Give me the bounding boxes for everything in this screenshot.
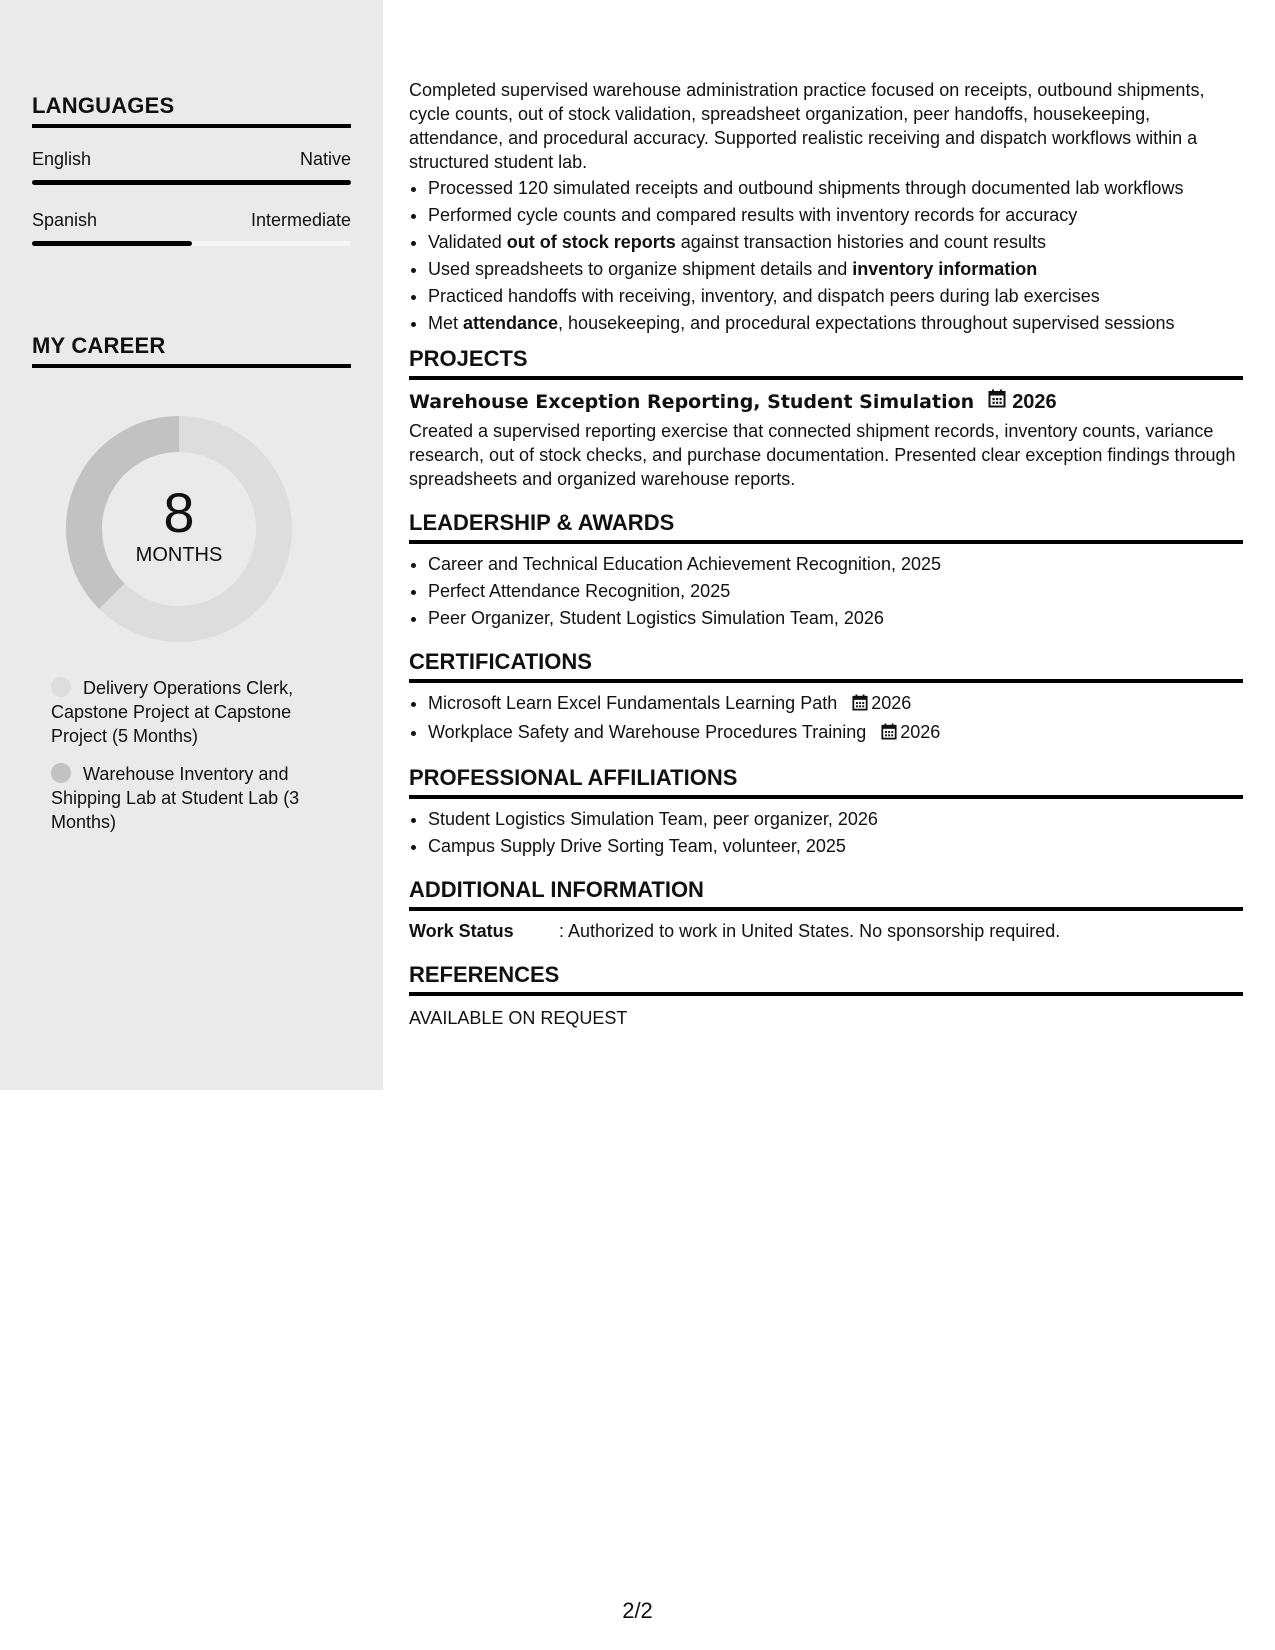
certifications-list: [409, 691, 1243, 746]
bullet-text: Practiced handoffs with receiving, inventory, and dispatch peers during lab exercises: [428, 286, 1100, 306]
language-item: [32, 209, 351, 246]
experience-summary: Completed supervised warehouse administration practice focused on receipts, outbound shipments, cycle counts, out of stock validation, spreadsheet organization, peer handoffs, housekeeping, attendance, and procedural accuracy. Supported realistic receiving and dispatch workflows within a structured student lab.: [409, 80, 1205, 172]
references-title: REFERENCES: [409, 961, 1243, 996]
calendar-icon: [852, 693, 868, 717]
leadership-list: [409, 552, 1243, 630]
leadership-section: [409, 509, 1243, 630]
language-name: English: [32, 149, 92, 169]
bullet-text: Used spreadsheets to organize shipment details and: [428, 259, 853, 279]
leadership-title: LEADERSHIP & AWARDS: [409, 509, 1243, 544]
bullet-text: against transaction histories and count results: [675, 232, 1046, 252]
experience-bullet: [428, 284, 1243, 308]
main-content: [409, 78, 1243, 1030]
project-header: [409, 389, 1243, 415]
affiliations-title: PROFESSIONAL AFFILIATIONS: [409, 764, 1243, 799]
experience-section: [409, 78, 1243, 335]
language-level: Native: [299, 149, 351, 169]
career-total-unit: MONTHS: [135, 544, 223, 566]
affiliations-list: [409, 807, 1243, 858]
calendar-icon: [988, 389, 1006, 415]
additional-title: ADDITIONAL INFORMATION: [409, 876, 1243, 911]
certification-name: Workplace Safety and Warehouse Procedures Training: [428, 722, 867, 742]
page-number: 2/2: [622, 1598, 653, 1623]
language-proficiency-bar: [32, 241, 351, 246]
language-proficiency-fill: [32, 241, 192, 246]
certification-year: 2026: [871, 693, 912, 713]
project-name: Warehouse Exception Reporting, Student Simulation: [409, 391, 975, 413]
work-status-value: : Authorized to work in United States. No sponsorship required.: [559, 921, 1061, 941]
project-year: 2026: [1012, 391, 1057, 413]
certifications-section: [409, 648, 1243, 746]
career-section: [32, 333, 351, 368]
bullet-bold-text: inventory information: [852, 259, 1038, 279]
language-proficiency-fill: [32, 180, 351, 185]
experience-bullet: [428, 176, 1243, 200]
career-donut-chart: [66, 416, 292, 642]
affiliation-item: • Student Logistics Simulation Team, peer organizer, 2026: [428, 807, 1243, 831]
career-legend-item: [51, 762, 321, 834]
sidebar: [0, 0, 383, 1090]
career-total-number: 8: [163, 481, 195, 544]
career-legend-text: Warehouse Inventory and Shipping Lab at Student Lab (3 Months): [51, 764, 300, 832]
leadership-item: • Peer Organizer, Student Logistics Simulation Team, 2026: [428, 606, 1243, 630]
language-level: Intermediate: [250, 210, 351, 230]
language-name: Spanish: [32, 210, 98, 230]
certification-name: Microsoft Learn Excel Fundamentals Learning Path: [428, 693, 838, 713]
legend-dot-icon: [51, 763, 71, 783]
language-proficiency-bar: [32, 180, 351, 185]
work-status-label: Work Status: [409, 921, 514, 941]
leadership-item: • Career and Technical Education Achievement Recognition, 2025: [428, 552, 1243, 576]
affiliations-section: [409, 764, 1243, 858]
bullet-text: Performed cycle counts and compared results with inventory records for accuracy: [428, 205, 1078, 225]
affiliation-item: • Campus Supply Drive Sorting Team, volunteer, 2025: [428, 834, 1243, 858]
experience-bullet: [428, 257, 1243, 281]
additional-section: [409, 876, 1243, 943]
certifications-title: CERTIFICATIONS: [409, 648, 1243, 683]
languages-title: LANGUAGES: [32, 93, 351, 128]
bullet-bold-text: out of stock reports: [506, 232, 676, 252]
languages-section: [32, 93, 351, 246]
career-donut-center: [66, 416, 292, 642]
bullet-bold-text: attendance: [463, 313, 559, 333]
leadership-item: • Perfect Attendance Recognition, 2025: [428, 579, 1243, 603]
work-status-row: [409, 919, 1243, 943]
career-legend-text: Delivery Operations Clerk, Capstone Project at Capstone Project (5 Months): [51, 678, 294, 746]
project-description: Created a supervised reporting exercise that connected shipment records, inventory counts, variance research, out of stock checks, and purchase documentation. Presented clear exception findings through spreadsheets and organized warehouse reports.: [409, 421, 1236, 489]
projects-section: [409, 345, 1243, 491]
experience-bullet: [428, 311, 1243, 335]
certification-item: [428, 691, 1243, 717]
career-legend-item: [51, 676, 321, 748]
career-title: MY CAREER: [32, 333, 351, 368]
bullet-text: Met: [428, 313, 464, 333]
experience-bullets: [409, 176, 1243, 335]
bullet-text: Processed 120 simulated receipts and outbound shipments through documented lab workflows: [428, 178, 1184, 198]
certification-year: 2026: [900, 722, 941, 742]
language-item: [32, 148, 351, 185]
experience-bullet: [428, 230, 1243, 254]
references-section: [409, 961, 1243, 1030]
certification-item: [428, 720, 1243, 746]
bullet-text: , housekeeping, and procedural expectations throughout supervised sessions: [558, 313, 1175, 333]
experience-bullet: [428, 203, 1243, 227]
bullet-text: Validated: [428, 232, 507, 252]
projects-title: PROJECTS: [409, 345, 1243, 380]
legend-dot-icon: [51, 677, 71, 697]
references-text: AVAILABLE ON REQUEST: [409, 1008, 628, 1028]
calendar-icon: [881, 722, 897, 746]
